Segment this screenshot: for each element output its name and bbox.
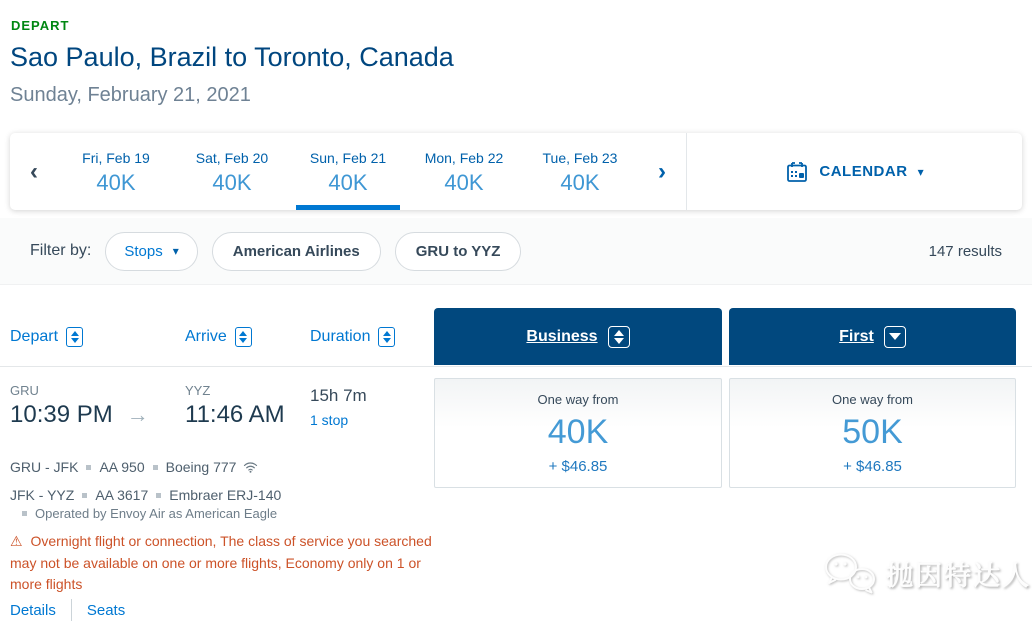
arrive-info [185,383,285,429]
sort-icon [378,327,395,347]
depart-label: DEPART [11,18,70,33]
flight-row-links [10,599,125,621]
segment-aircraft: Boeing 777 [165,459,237,475]
first-column-label: First [839,327,874,345]
business-taxes: + $46.85 [548,457,608,475]
date-tab-price: 40K [560,169,600,195]
calendar-dropdown-button[interactable] [687,133,1022,210]
date-tab-price: 40K [444,169,484,195]
fare-prefix: One way from [537,391,619,407]
segment-aircraft: Embraer ERJ-140 [169,487,282,503]
dropdown-icon [884,326,906,348]
stops-filter-label: Stops [124,242,163,260]
duration-info [310,386,367,430]
operated-by-text: Operated by Envoy Air as American Eagle [35,506,278,521]
business-column-header[interactable] [434,308,722,365]
sort-icon [235,327,252,347]
date-tab-feb20[interactable] [174,133,290,210]
first-miles-price: 50K [842,412,903,451]
route-filter-label: GRU to YYZ [415,242,501,260]
next-dates-button[interactable] [638,133,686,210]
date-tab-price: 40K [96,169,136,195]
business-column-label: Business [526,327,598,345]
calendar-label: CALENDAR [819,163,908,180]
wifi-icon [243,461,258,473]
page-title: Sao Paulo, Brazil to Toronto, Canada [10,42,454,72]
flight-duration: 15h 7m [310,386,367,405]
first-fare-card[interactable] [729,378,1016,488]
date-tab-price: 40K [212,169,252,195]
stops-filter-dropdown[interactable] [105,232,197,271]
destination-airport-code: YYZ [185,383,211,398]
previous-dates-button[interactable] [10,133,58,210]
origin-airport-code: GRU [10,383,39,398]
details-link[interactable]: Details [10,601,56,619]
arrow-right-icon: → [126,402,149,427]
date-tab-feb23[interactable] [522,133,638,210]
page-date: Sunday, February 21, 2021 [10,84,251,106]
header-divider-line [0,366,1032,367]
filter-bar [0,218,1032,285]
route-filter-pill[interactable] [395,232,522,271]
depart-column-label: Depart [10,327,59,345]
date-tabs [58,133,638,210]
arrive-column-label: Arrive [185,327,227,345]
overnight-warning [10,531,436,596]
separator-square-icon [156,493,161,498]
results-count: 147 results [928,242,1002,260]
warning-triangle-icon: ⚠ [10,533,23,549]
date-tab-label: Sat, Feb 20 [195,149,269,166]
sort-icon [66,327,83,347]
fare-prefix: One way from [832,391,913,407]
date-tab-feb21-selected[interactable] [290,133,406,210]
date-tab-price: 40K [328,169,368,195]
date-tab-feb19[interactable] [58,133,174,210]
date-tab-label: Fri, Feb 19 [82,149,150,166]
duration-column-label: Duration [310,327,371,345]
sort-icon [608,326,630,348]
business-fare-card[interactable] [434,378,722,488]
sort-by-arrive-button[interactable] [185,327,252,347]
calendar-icon [785,160,809,184]
column-headers [10,308,434,365]
separator-square-icon [86,465,91,470]
separator-square-icon [22,511,27,516]
arrive-time: 11:46 AM [185,401,285,428]
caret-down-icon: ▾ [917,164,924,179]
caret-down-icon: ▾ [172,244,179,258]
warning-text: Overnight flight or connection, The class of service you searched may not be available on one or more flights, Economy only on 1 or more flights [10,533,432,593]
filter-by-label: Filter by: [30,242,92,259]
separator-square-icon [82,493,87,498]
chevron-left-icon: ‹ [30,157,38,185]
sort-by-depart-button[interactable] [10,327,83,347]
chevron-right-icon: › [658,157,666,185]
airline-filter-pill[interactable] [212,232,381,271]
airline-filter-label: American Airlines [232,242,360,260]
stops-link[interactable]: 1 stop [310,412,349,428]
watermark [822,550,1031,596]
segment-flight-number: AA 950 [99,459,145,475]
business-miles-price: 40K [547,412,609,451]
link-divider [71,599,72,621]
seats-link[interactable]: Seats [86,601,126,619]
segment-route: GRU - JFK [10,459,79,475]
flight-segment-2 [10,487,281,503]
sort-by-duration-button[interactable] [310,327,395,347]
date-tab-label: Mon, Feb 22 [424,149,504,166]
segment-flight-number: AA 3617 [95,487,149,503]
first-column-header[interactable] [729,308,1016,365]
segment-route: JFK - YYZ [10,487,75,503]
flight-segment-1 [10,459,258,475]
date-tab-label: Tue, Feb 23 [542,149,618,166]
chat-bubbles-logo-icon [822,550,878,596]
depart-info [10,383,149,429]
separator-square-icon [153,465,158,470]
first-taxes: + $46.85 [843,457,902,475]
date-tab-label: Sun, Feb 21 [309,149,387,166]
selected-tab-underline [296,205,400,210]
watermark-text: 抛因特达人 [886,560,1031,591]
date-tab-feb22[interactable] [406,133,522,210]
depart-time: 10:39 PM [10,401,113,428]
date-strip [10,133,1022,210]
operated-by-note [22,506,277,521]
